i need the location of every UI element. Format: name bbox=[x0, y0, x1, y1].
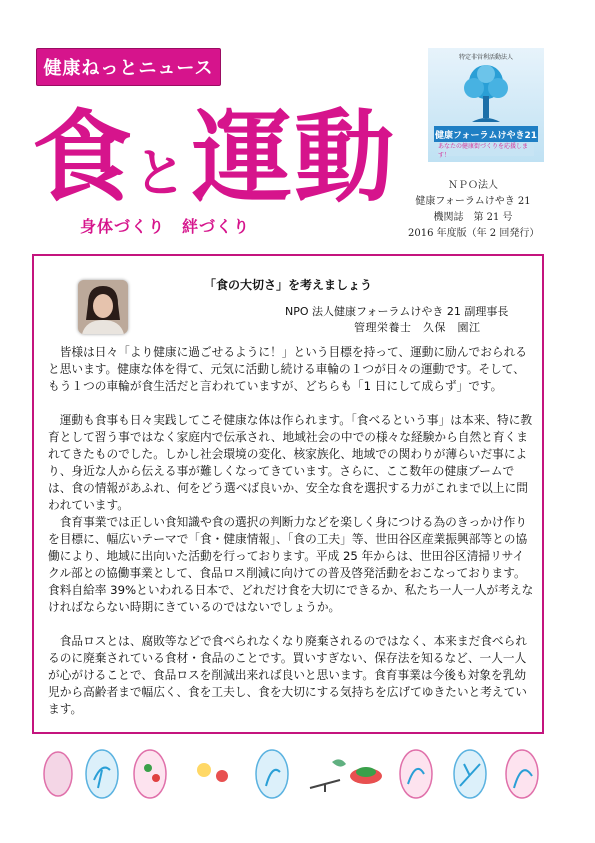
leaf-icon bbox=[400, 750, 432, 798]
vegetable-icon bbox=[144, 764, 152, 772]
pub-edition: 2016 年度版（年 2 回発行） bbox=[408, 228, 540, 239]
newsletter-badge: 健康ねっとニュース bbox=[36, 48, 221, 86]
pub-issue: 機関誌 第 21 号 bbox=[433, 212, 513, 223]
leaf-icon bbox=[44, 752, 72, 796]
leaf-icon bbox=[256, 750, 288, 798]
logo-top-text: 特定非営利活動法人 bbox=[458, 54, 513, 61]
footer-illustration bbox=[40, 740, 560, 804]
title-char-exercise: 運動 bbox=[192, 99, 397, 216]
subtitle: 身体づくり 絆づくり bbox=[80, 217, 251, 236]
title-char-food: 食 bbox=[32, 99, 132, 216]
article-paragraph: 食品ロスとは、腐敗等などで食べられなくなり廃棄されるのではなく、本来まだ食べられるのに廃棄されている食材・食品のことです。買いすぎない、保存法を知るなど、一人一人が心がけることで、食品ロスを削減出来れば良いと思います。食育事業は今後も対象を乳幼児から高齢者まで幅広く、食を工夫し、食を大切にする気持ちを広げてゆきたいと考えています。 bbox=[48, 634, 527, 716]
logo-tagline: あなたの健康街づくりを応援します！ bbox=[438, 144, 534, 156]
vegetable-icon bbox=[356, 767, 376, 777]
article-title: 「食の大切さ」を考えましょう bbox=[203, 278, 372, 292]
logo-name: 健康フォーラムけやき21 bbox=[434, 126, 538, 142]
article-paragraph: 皆様は日々「より健康に過ごせるように！」という目標を持って、運動に励んでおられると思います。健康な体を得て、元気に活動し続ける車輪の１つが日々の運動です。そして、もう１つの車輪が食生活だと言われていますが、どちらも「1 日にして成らず」です。 bbox=[48, 345, 527, 393]
publication-info bbox=[408, 178, 538, 242]
article-paragraph: 食育事業では正しい食知識や食の選択の判断力などを楽しく身につける為のきっかけ作りを目標に、幅広いテーマで「食・健康情報」、「食の工夫」等、世田谷区産業振興部等との協働により、地域に出向いた活動を行っております。平成 25 年からは、世田谷区清掃リサイクル部との協働事業として、食品ロス削減に向けての普及啓発活動をおこなっております。食料自給率 39%といわれる日本で、どれだけ食を大切にできるか、私たち一人一人が考えなければならない時期にきているのではないでしょうか。 bbox=[48, 515, 534, 614]
author-organization: NPO 法人健康フォーラムけやき 21 副理事長 bbox=[285, 305, 509, 318]
organization-logo bbox=[428, 48, 544, 162]
pub-org-type: ＮＰＯ法人 bbox=[448, 180, 498, 191]
tree-icon bbox=[462, 62, 510, 124]
seesaw-icon bbox=[310, 780, 340, 792]
fruit-icon bbox=[216, 770, 228, 782]
title-char-and: と bbox=[134, 144, 187, 204]
pub-org-name: 健康フォーラムけやき 21 bbox=[415, 196, 531, 207]
article-paragraph: 運動も食事も日々実践してこそ健康な体は作られます。「食べるという事」は本来、特に教育として習う事ではなく家庭内で伝承され、地域社会の中での様々な経験から自然と育くまれてきたものでした。しかし社会環境の変化、核家族化、地域での関わりが薄らいだ事により、身近な人から伝える事が難しくなってきています。さらに、ここ数年の健康ブームでは、食の情報があふれ、何をどう選べば良いか、安全な食を選択する力がこれまで以上に問われています。 bbox=[48, 413, 533, 512]
leaf-icon bbox=[134, 750, 166, 798]
bird-icon bbox=[332, 759, 346, 766]
leaf-icon bbox=[506, 750, 538, 798]
article-body bbox=[48, 344, 534, 718]
fruit-icon bbox=[197, 763, 211, 777]
main-title bbox=[32, 98, 397, 216]
vegetable-icon bbox=[152, 774, 160, 782]
author-name: 管理栄養士 久保 園江 bbox=[354, 321, 481, 334]
